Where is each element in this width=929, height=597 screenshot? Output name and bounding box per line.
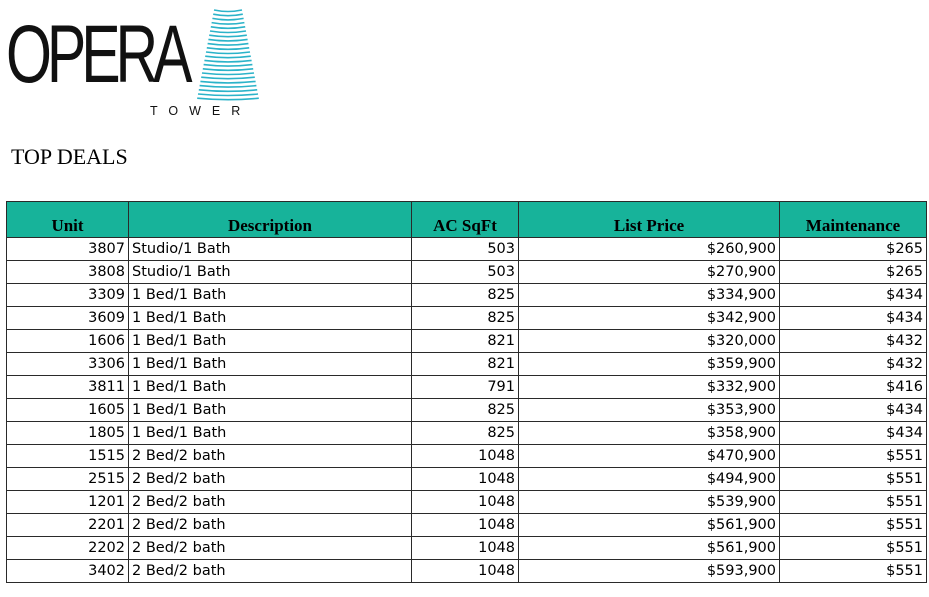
col-header-list-price: List Price <box>519 202 780 238</box>
cell-maintenance: $434 <box>780 307 927 330</box>
cell-unit: 1201 <box>7 491 129 514</box>
col-header-description: Description <box>129 202 412 238</box>
col-header-maintenance: Maintenance <box>780 202 927 238</box>
cell-ac-sqft: 821 <box>412 330 519 353</box>
table-row <box>7 445 927 468</box>
cell-unit: 3808 <box>7 261 129 284</box>
cell-unit: 1605 <box>7 399 129 422</box>
cell-list-price: $359,900 <box>519 353 780 376</box>
cell-description: 2 Bed/2 bath <box>129 468 412 491</box>
table-header-row <box>7 202 927 238</box>
cell-list-price: $539,900 <box>519 491 780 514</box>
cell-description: 1 Bed/1 Bath <box>129 422 412 445</box>
cell-description: 1 Bed/1 Bath <box>129 284 412 307</box>
cell-maintenance: $434 <box>780 422 927 445</box>
cell-list-price: $332,900 <box>519 376 780 399</box>
cell-description: 1 Bed/1 Bath <box>129 376 412 399</box>
cell-ac-sqft: 1048 <box>412 537 519 560</box>
cell-description: 2 Bed/2 bath <box>129 491 412 514</box>
cell-list-price: $593,900 <box>519 560 780 583</box>
cell-list-price: $270,900 <box>519 261 780 284</box>
table-row <box>7 284 927 307</box>
table-row <box>7 261 927 284</box>
cell-unit: 3609 <box>7 307 129 330</box>
deals-table <box>6 201 927 583</box>
cell-maintenance: $432 <box>780 353 927 376</box>
cell-maintenance: $551 <box>780 445 927 468</box>
cell-ac-sqft: 1048 <box>412 468 519 491</box>
cell-ac-sqft: 825 <box>412 284 519 307</box>
cell-description: Studio/1 Bath <box>129 238 412 261</box>
cell-ac-sqft: 821 <box>412 353 519 376</box>
cell-ac-sqft: 1048 <box>412 445 519 468</box>
cell-maintenance: $551 <box>780 537 927 560</box>
cell-list-price: $342,900 <box>519 307 780 330</box>
cell-description: 1 Bed/1 Bath <box>129 307 412 330</box>
cell-maintenance: $265 <box>780 238 927 261</box>
cell-unit: 2201 <box>7 514 129 537</box>
cell-maintenance: $265 <box>780 261 927 284</box>
table-row <box>7 307 927 330</box>
table-row <box>7 560 927 583</box>
col-header-unit: Unit <box>7 202 129 238</box>
table-row <box>7 514 927 537</box>
cell-unit: 3402 <box>7 560 129 583</box>
cell-list-price: $358,900 <box>519 422 780 445</box>
table-row <box>7 238 927 261</box>
cell-maintenance: $551 <box>780 514 927 537</box>
cell-unit: 3807 <box>7 238 129 261</box>
cell-description: 2 Bed/2 bath <box>129 445 412 468</box>
cell-ac-sqft: 503 <box>412 238 519 261</box>
cell-unit: 3811 <box>7 376 129 399</box>
logo-wordmark: OPERA <box>6 9 188 100</box>
cell-unit: 3309 <box>7 284 129 307</box>
cell-unit: 1515 <box>7 445 129 468</box>
cell-description: 2 Bed/2 bath <box>129 514 412 537</box>
col-header-ac-sqft: AC SqFt <box>412 202 519 238</box>
cell-maintenance: $432 <box>780 330 927 353</box>
cell-unit: 1606 <box>7 330 129 353</box>
cell-ac-sqft: 825 <box>412 422 519 445</box>
cell-description: Studio/1 Bath <box>129 261 412 284</box>
cell-description: 2 Bed/2 bath <box>129 537 412 560</box>
table-row <box>7 468 927 491</box>
cell-ac-sqft: 791 <box>412 376 519 399</box>
table-row <box>7 422 927 445</box>
cell-unit: 1805 <box>7 422 129 445</box>
cell-description: 1 Bed/1 Bath <box>129 399 412 422</box>
page-title: TOP DEALS <box>11 144 128 169</box>
cell-list-price: $494,900 <box>519 468 780 491</box>
cell-maintenance: $551 <box>780 560 927 583</box>
cell-ac-sqft: 1048 <box>412 514 519 537</box>
cell-maintenance: $434 <box>780 399 927 422</box>
cell-list-price: $470,900 <box>519 445 780 468</box>
cell-unit: 2515 <box>7 468 129 491</box>
cell-maintenance: $416 <box>780 376 927 399</box>
cell-maintenance: $434 <box>780 284 927 307</box>
opera-tower-logo <box>4 4 264 120</box>
cell-list-price: $334,900 <box>519 284 780 307</box>
cell-unit: 2202 <box>7 537 129 560</box>
cell-ac-sqft: 1048 <box>412 560 519 583</box>
table-row <box>7 537 927 560</box>
cell-ac-sqft: 503 <box>412 261 519 284</box>
cell-description: 1 Bed/1 Bath <box>129 353 412 376</box>
cell-ac-sqft: 825 <box>412 399 519 422</box>
cell-list-price: $353,900 <box>519 399 780 422</box>
logo-subtitle: TOWER <box>150 104 252 118</box>
cell-ac-sqft: 1048 <box>412 491 519 514</box>
cell-list-price: $260,900 <box>519 238 780 261</box>
cell-list-price: $561,900 <box>519 537 780 560</box>
table-row <box>7 330 927 353</box>
table-row <box>7 376 927 399</box>
cell-description: 2 Bed/2 bath <box>129 560 412 583</box>
cell-list-price: $561,900 <box>519 514 780 537</box>
cell-description: 1 Bed/1 Bath <box>129 330 412 353</box>
cell-maintenance: $551 <box>780 491 927 514</box>
table-row <box>7 353 927 376</box>
table-row <box>7 491 927 514</box>
cell-maintenance: $551 <box>780 468 927 491</box>
cell-list-price: $320,000 <box>519 330 780 353</box>
cell-ac-sqft: 825 <box>412 307 519 330</box>
tower-stripes-icon <box>182 6 262 106</box>
table-row <box>7 399 927 422</box>
cell-unit: 3306 <box>7 353 129 376</box>
